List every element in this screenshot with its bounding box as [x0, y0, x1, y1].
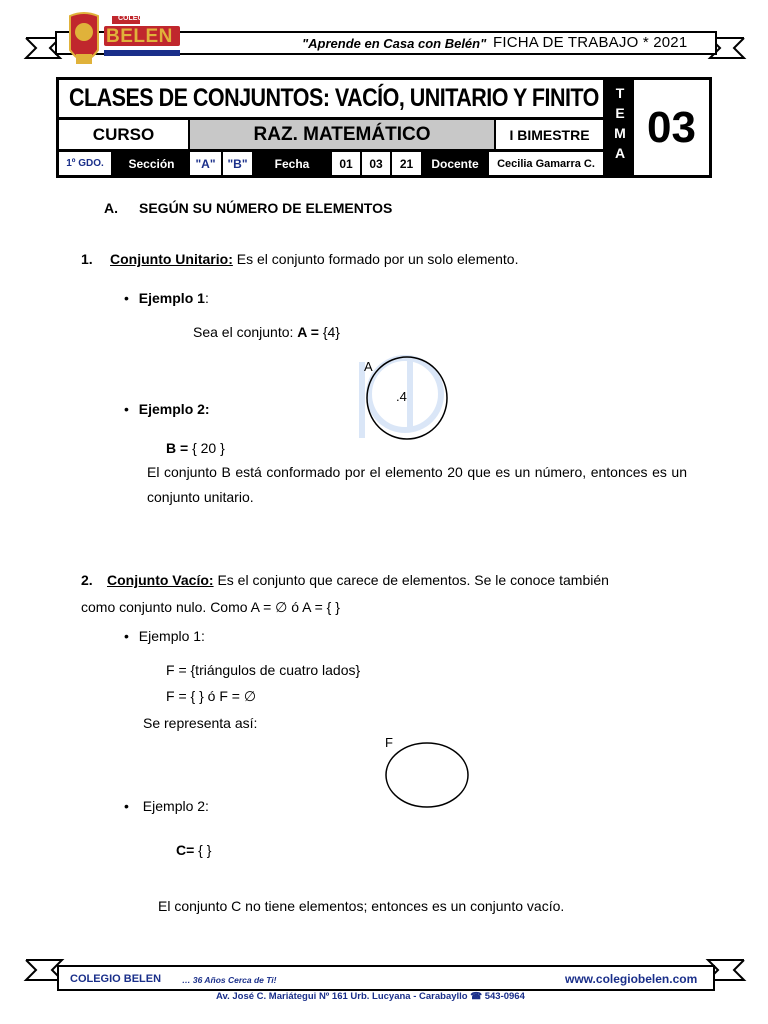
example3-line1: F = {triángulos de cuatro lados} [166, 662, 361, 678]
tema-column [606, 77, 634, 178]
date-month: 03 [362, 152, 392, 175]
teacher-name: Cecilia Gamarra C. [489, 152, 603, 175]
date-day: 01 [332, 152, 362, 175]
section-letter: A. [104, 200, 118, 216]
example4-set-line [176, 840, 211, 860]
example4-label: Ejemplo 2: [142, 798, 209, 814]
page-title: CLASES DE CONJUNTOS: VACÍO, UNITARIO Y FINITO [69, 84, 599, 112]
example4-set: { } [194, 842, 212, 858]
example2-set-line [166, 438, 225, 458]
example4-explanation: El conjunto C no tiene elementos; entonces es un conjunto vacío. [158, 898, 565, 914]
example3-label: Ejemplo 1: [138, 628, 205, 644]
tema-number: 03 [634, 77, 712, 178]
item1-term: Conjunto Unitario: [110, 251, 233, 267]
footer-tagline: … 36 Años Cerca de Ti! [182, 975, 277, 985]
example1-intro: Sea el conjunto: [193, 324, 298, 340]
example1-set: {4} [318, 324, 340, 340]
course-name: RAZ. MATEMÁTICO [190, 120, 496, 149]
set-a-element: .4 [396, 389, 407, 404]
worksheet-label: FICHA DE TRABAJO * 2021 [493, 34, 688, 51]
example2-set-name: B = [166, 440, 189, 456]
example2-label: Ejemplo 2: [138, 401, 210, 417]
grade-label: 1º GDO. [59, 152, 113, 175]
motto: "Aprende en Casa con Belén" [302, 36, 487, 51]
logo-belen-text: BELEN [106, 26, 173, 47]
item2-term: Conjunto Vacío: [107, 572, 214, 588]
set-f-diagram [380, 740, 476, 810]
curso-label: CURSO [59, 120, 190, 149]
example2-heading [124, 399, 210, 419]
example4-heading [124, 796, 209, 816]
example3-represent: Se representa así: [143, 715, 258, 731]
set-f-label: F [385, 735, 393, 750]
date-label: Fecha [252, 152, 332, 175]
term-label: I BIMESTRE [509, 126, 590, 143]
example1-colon: : [204, 290, 209, 306]
example4-set-name: C= [176, 842, 195, 858]
tema-letter: A [614, 145, 626, 161]
item1-definition: Es el conjunto formado por un solo elemento. [232, 251, 519, 267]
example3-line2: F = { } ó F = ∅ [166, 688, 257, 704]
set-a-label: A [364, 359, 373, 374]
footer-website[interactable]: www.colegiobelen.com [565, 972, 698, 986]
section-b: "B" [223, 152, 252, 175]
logo-colegio-text: COLEGIO [118, 15, 151, 22]
item2-definition: Es el conjunto que carece de elementos. Se le conoce también [213, 572, 609, 588]
example3-heading [124, 626, 205, 646]
date-year: 21 [392, 152, 421, 175]
set-f-circle [386, 743, 468, 807]
teacher-label: Docente [421, 152, 489, 175]
example1-label: Ejemplo 1 [138, 290, 205, 306]
footer-address: Av. José C. Mariátegui Nº 161 Urb. Lucyana - Carabayllo ☎ 543-0964 [216, 991, 525, 1002]
title-box [56, 77, 606, 120]
section-a: "A" [190, 152, 223, 175]
example1-text [193, 322, 340, 342]
section-label: Sección [113, 152, 190, 175]
item2-line1 [107, 570, 609, 590]
example2-set: { 20 } [188, 440, 225, 456]
section-title: SEGÚN SU NÚMERO DE ELEMENTOS [139, 200, 393, 216]
example1-set-name: A = [297, 324, 319, 340]
item2-line2: como conjunto nulo. Como A = ∅ ó A = { } [81, 599, 340, 615]
item1-number: 1. [81, 251, 93, 267]
course-row [56, 120, 606, 152]
footer-school: COLEGIO BELEN [70, 973, 162, 985]
example1-heading [124, 288, 209, 308]
example2-explanation: El conjunto B está conformado por el elemento 20 que es un número, entonces es un conjunto unitario. [147, 464, 687, 505]
tema-letter: E [615, 105, 625, 121]
item2-number: 2. [81, 572, 93, 588]
tema-letter: M [614, 125, 626, 141]
tema-letter: T [615, 85, 625, 101]
item1-line [110, 249, 519, 269]
info-row [56, 152, 606, 178]
